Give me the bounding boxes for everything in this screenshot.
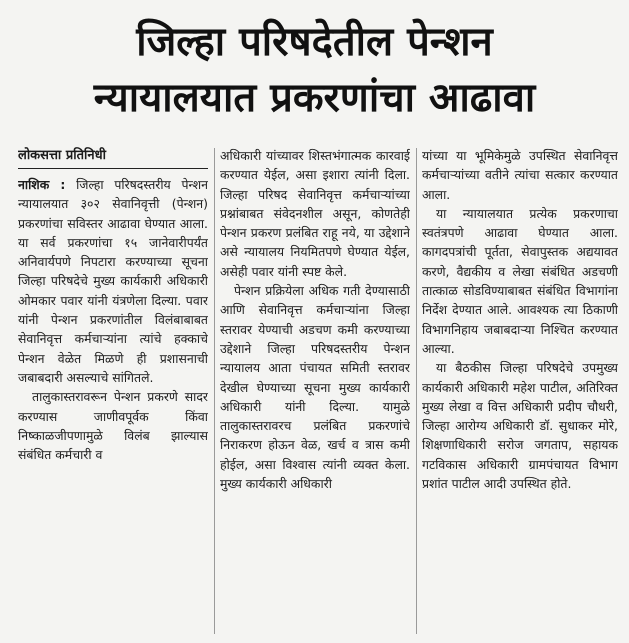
headline-line-1: जिल्हा परिषदेतील पेन्शन	[136, 19, 493, 65]
column-2	[220, 146, 410, 636]
paragraph: पेन्शन प्रक्रियेला अधिक गती देण्यासाठी आणि सेवानिवृत्त कर्मचाऱ्यांना जिल्हा स्तरावर येण्याची अडचण कमी करण्याच्या उद्देशाने जिल्हा परिषदस्तरीय पेन्शन न्यायालय आता पंचायत समिती स्तरावर देखील घेण्याच्या सूचना मुख्य कार्यकारी अधिकारी यांनी दिल्या. यामुळे तालुकास्तरावरच प्रलंबित प्रकरणांचे निराकरण होऊन वेळ, खर्च व त्रास कमी होईल, असा विश्वास त्यांनी व्यक्त केला. मुख्य कार्यकारी अधिकारी	[220, 283, 410, 492]
paragraph: यांच्या या भूमिकेमुळे उपस्थित सेवानिवृत्त कर्मचाऱ्यांच्या वतीने त्यांचा सत्कार करण्यात आला.	[422, 148, 618, 202]
paragraph	[18, 175, 208, 387]
headline	[0, 14, 629, 126]
byline: लोकसत्ता प्रतिनिधी	[18, 146, 208, 169]
paragraph: अधिकारी यांच्यावर शिस्तभंगात्मक कारवाई करण्यात येईल, असा इशारा त्यांनी दिला. जिल्हा परिषद सेवानिवृत्त कर्मचाऱ्यांच्या प्रश्नांबाबत संवेदनशील असून, कोणतेही पेन्शन प्रकरण प्रलंबित राहू नये, या उद्देशाने असे न्यायालय नियमितपणे घेण्यात येईल, असेही पवार यांनी स्पष्ट केले.	[220, 148, 410, 279]
headline-line-2: न्यायालयात प्रकरणांचा आढावा	[93, 75, 536, 121]
paragraph: या न्यायालयात प्रत्येक प्रकरणाचा स्वतंत्रपणे आढावा घेण्यात आला. कागदपत्रांची पूर्तता, सेवापुस्तक अद्ययावत करणे, वैद्यकीय व लेखा संबंधित अडचणी तात्काळ सोडविण्याबाबत संबंधित विभागांना निर्देश देण्यात आले. आवश्यक त्या ठिकाणी विभागनिहाय जबाबदाऱ्या निश्चित करण्यात आल्या.	[422, 205, 618, 356]
article-body	[18, 146, 618, 638]
column-divider	[214, 148, 215, 634]
paragraph: तालुकास्तरावरून पेन्शन प्रकरणे सादर करण्यास जाणीवपूर्वक किंवा निष्काळजीपणामुळे विलंब झाल्यास संबंधित कर्मचारी व	[18, 389, 208, 463]
paragraph: या बैठकीस जिल्हा परिषदेचे उपमुख्य कार्यकारी अधिकारी महेश पाटील, अतिरिक्त मुख्य लेखा व वित्त अधिकारी प्रदीप चौधरी, जिल्हा आरोग्य अधिकारी डॉ. सुधाकर मोरे, शिक्षणाधिकारी सरोज जगताप, सहायक गटविकास अधिकारी ग्रामपंचायत विभाग प्रशांत पाटील आदी उपस्थित होते.	[422, 360, 618, 492]
dateline: नाशिक :	[18, 177, 66, 192]
column-1	[18, 146, 208, 636]
column-3	[422, 146, 618, 636]
column-divider	[416, 148, 417, 634]
paragraph-text: जिल्हा परिषदस्तरीय पेन्शन न्यायालयात ३०२ सेवानिवृत्ती (पेन्शन) प्रकरणांचा सविस्तर आढावा घेण्यात आला. या सर्व प्रकरणांचा १५ जानेवारीपर्यंत अनिवार्यपणे निपटारा करण्याच्या सूचना जिल्हा परिषदेचे मुख्य कार्यकारी अधिकारी ओमकार पवार यांनी यंत्रणेला दिल्या. पवार यांनी पेन्शन प्रकरणांतील विलंबाबाबत सेवानिवृत्त कर्मचाऱ्यांना त्यांचे हक्काचे पेन्शन वेळेत मिळणे ही प्रशासनाची जबाबदारी असल्याचे सांगितले.	[18, 177, 208, 385]
